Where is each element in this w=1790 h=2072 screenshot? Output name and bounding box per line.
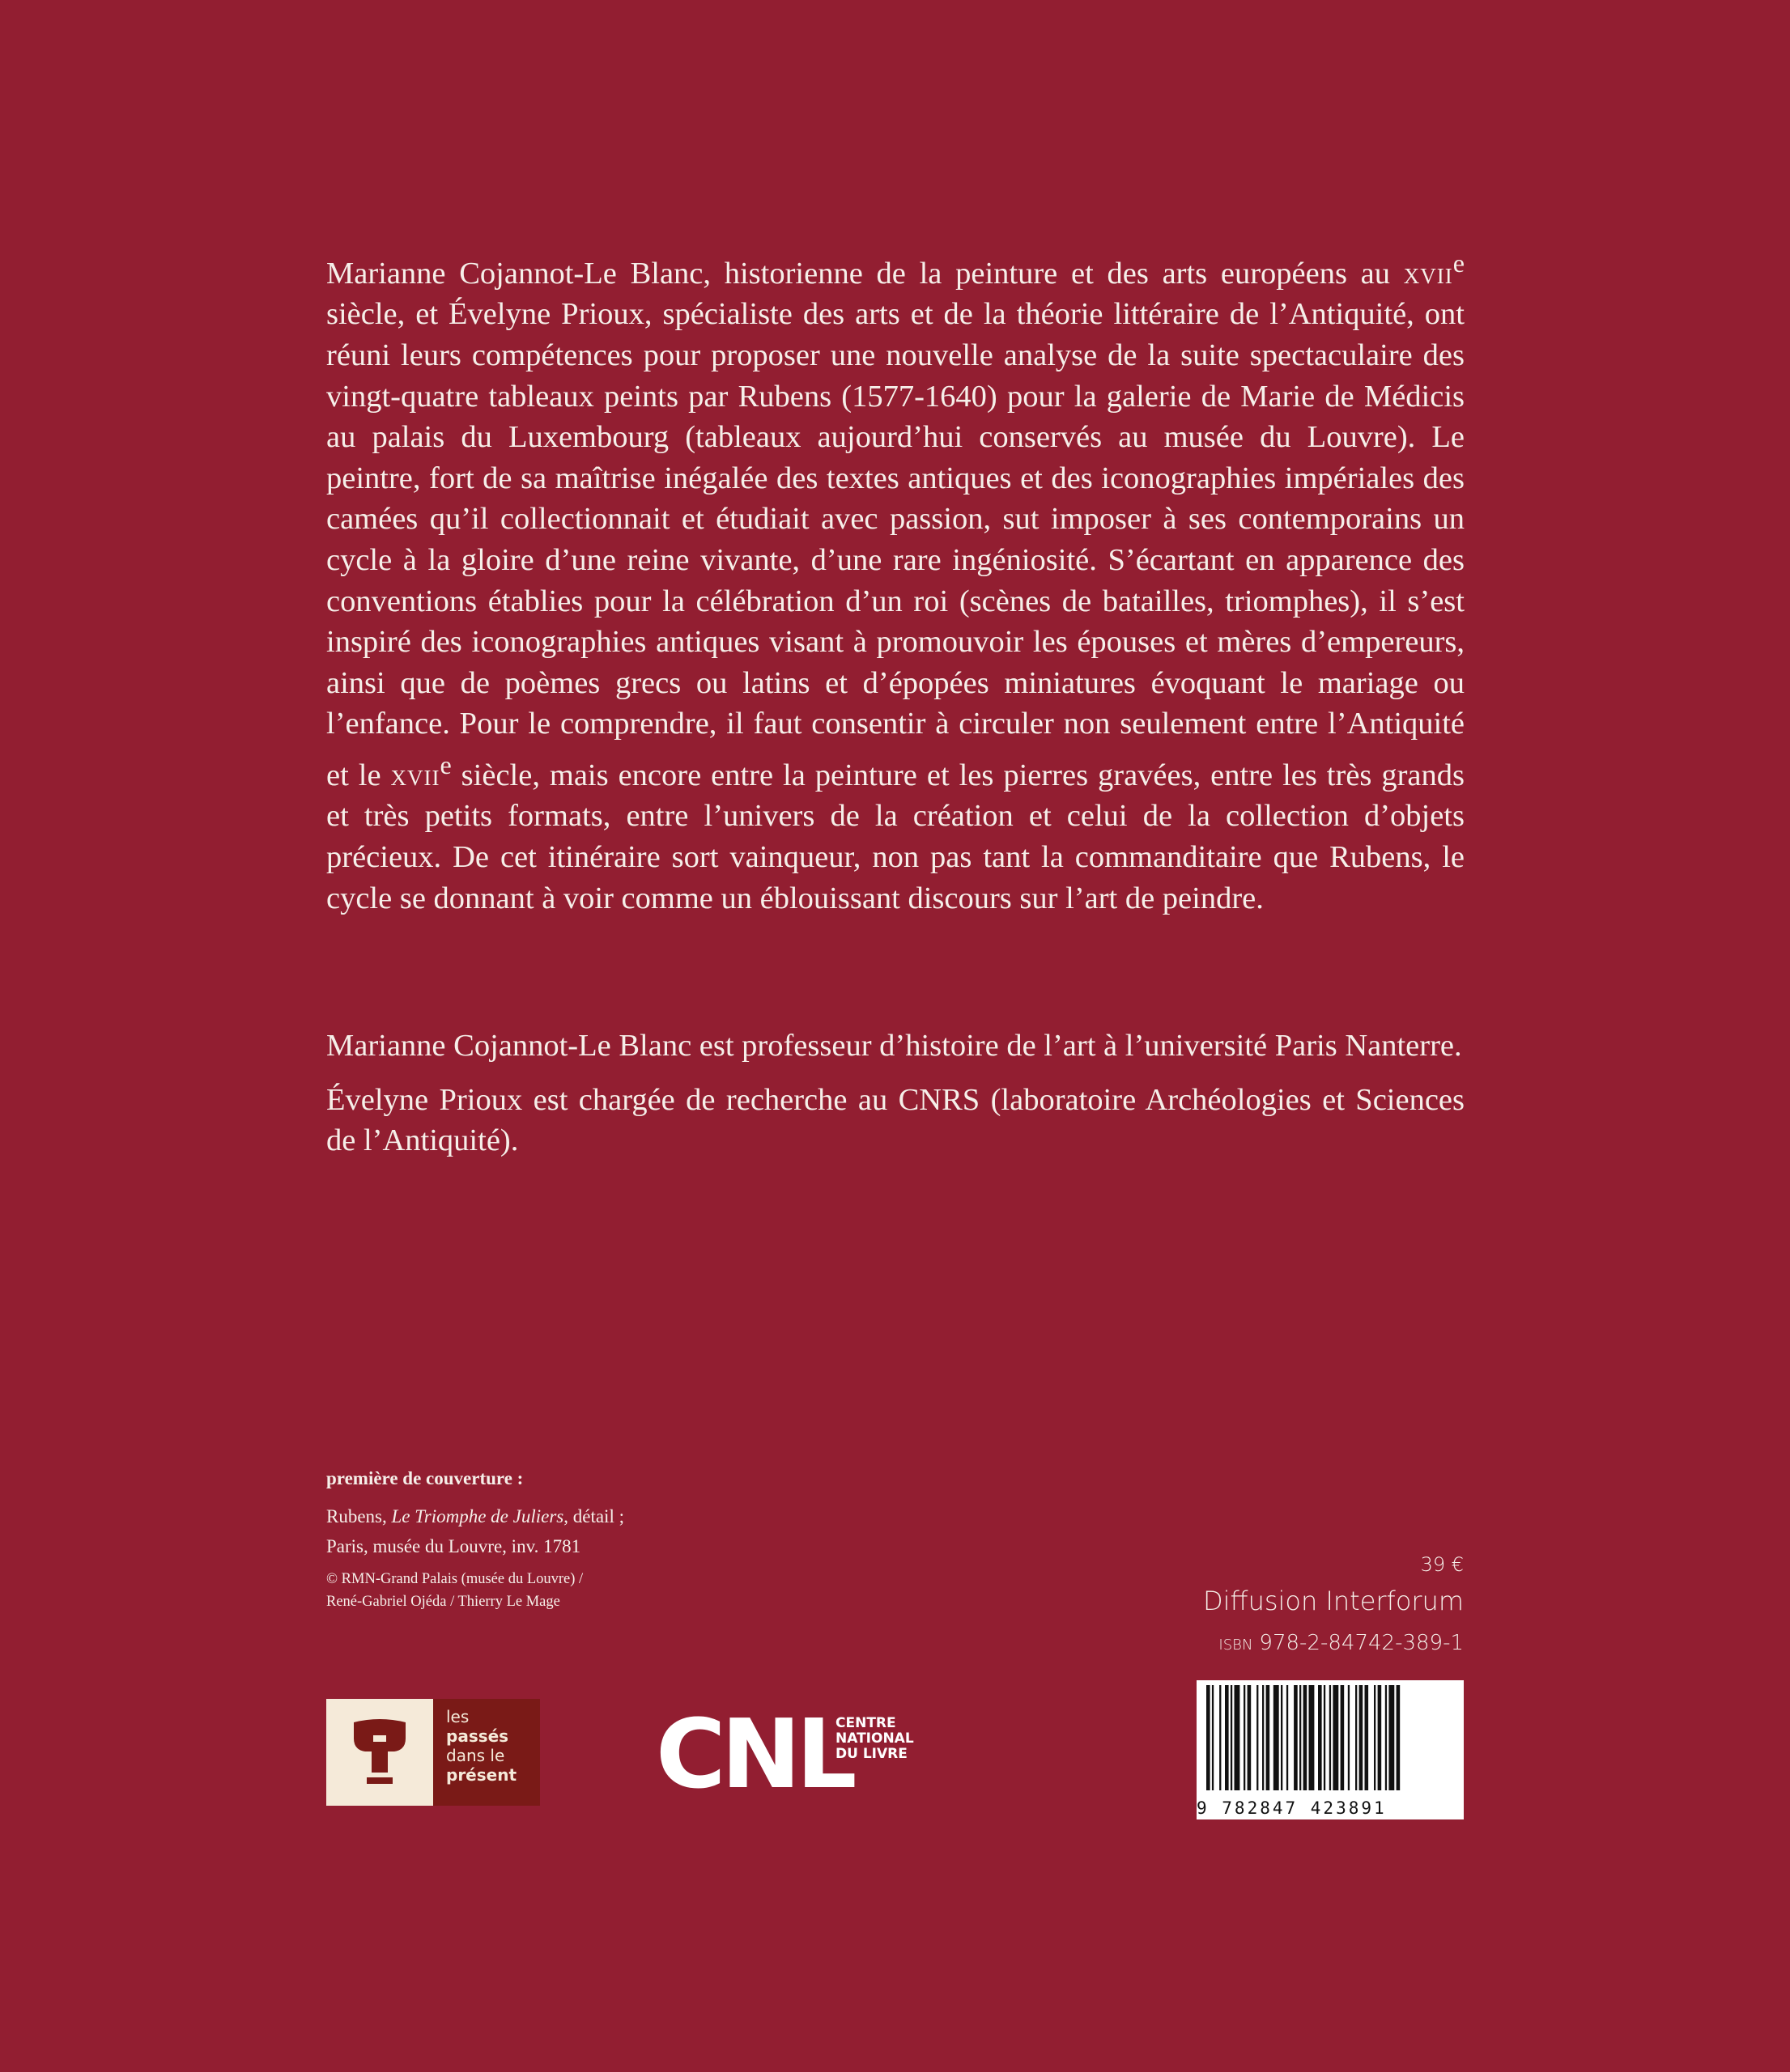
cover-credit-detail: , détail ; [563,1506,624,1526]
cover-credit-heading: première de couverture : [326,1468,524,1488]
barcode-bars [1197,1680,1464,1802]
isbn-label: ISBN [1218,1637,1253,1654]
back-cover-summary [326,243,1465,919]
lpp-mark-icon [349,1717,410,1787]
cover-credit-work [326,1501,812,1531]
century-numeral: xvii [390,758,440,792]
isbn-number: 978-2-84742-389-1 [1259,1631,1464,1655]
author-bio-cojannot: Marianne Cojannot-Le Blanc est professeur d’histoire de l’art à l’université Paris Nanterre. [326,1029,1462,1063]
summary-text-part-1: Marianne Cojannot-Le Blanc, historienne de la peinture et des arts européens au [326,256,1404,291]
author-bios [326,1025,1465,1174]
commerce-info [1059,1550,1464,1666]
photo-copyright-line-2: René-Gabriel Ojéda / Thierry Le Mage [326,1594,560,1610]
price: 39 € [1420,1553,1464,1576]
summary-paragraph [326,243,1465,919]
cover-credit [326,1463,812,1613]
lpp-line-1: les [446,1707,470,1726]
century-numeral: xvii [1403,256,1453,291]
cnl-line-3: DU LIVRE [835,1746,908,1762]
cnl-line-1: CENTRE [835,1715,896,1731]
photo-copyright-line-1: © RMN-Grand Palais (musée du Louvre) / [326,1571,584,1587]
summary-text-part-3: siècle, mais encore entre la peinture et les pierres gravées, entre les très grands et très petits formats, entre l’univers de la création et celui de la collection d’objets précieux. De cet itinéraire sort vainqueur, non pas tant la commanditaire que Rubens, le cycle se donnant à voir comme un éblouissant discours sur l’art de peindre. [326,758,1465,915]
lpp-publisher-icon [326,1699,433,1806]
cnl-line-2: NATIONAL [835,1730,914,1747]
cnl-subtitle [835,1716,914,1762]
publisher-logo [326,1699,540,1806]
barcode [1197,1680,1464,1819]
lpp-line-4: présent [446,1765,517,1785]
cnl-letters: CNL [656,1698,852,1810]
cover-credit-artist: Rubens, [326,1506,392,1526]
lpp-wordmark [433,1699,540,1806]
lpp-line-2: passés [446,1726,509,1746]
cnl-logo [656,1700,923,1821]
cover-credit-location: Paris, musée du Louvre, inv. 1781 [326,1536,581,1556]
author-bio-prioux: Évelyne Prioux est chargée de recherche au CNRS (laboratoire Archéologies et Sciences de l’Antiquité). [326,1082,1465,1158]
lpp-line-3: dans le [446,1746,505,1765]
summary-text-part-2: siècle, et Évelyne Prioux, spécialiste des arts et de la théorie littéraire de l’Antiquité, ont réuni leurs compétences pour proposer une nouvelle analyse de la suite spectaculaire des vingt-quatre tableaux peints par Rubens (1577-1640) pour la galerie de Marie de Médicis au palais du Luxembourg (tableaux aujourd’hui conservés au musée du Louvre). Le peintre, fort de sa maîtrise inégalée des textes antiques et des iconographies impériales des camées qu’il collectionnait et étudiait avec passion, sut imposer à ses contemporains un cycle à la gloire d’une reine vivante, d’une rare ingéniosité. S’écartant en apparence des conventions établies pour la célébration d’un roi (scènes de batailles, triomphes), il s’est inspiré des iconographies antiques visant à promouvoir les épouses et mères d’empereurs, ainsi que de poèmes grecs ou latins et d’épopées miniatures évoquant le mariage ou l’enfance. Pour le comprendre, il faut consentir à circuler non seulement entre l’Antiquité et le [326,297,1465,792]
century-superscript: e [1452,248,1465,278]
isbn [1059,1623,1464,1666]
cover-credit-title: Le Triomphe de Juliers [391,1506,564,1526]
century-superscript: e [440,749,452,779]
photo-copyright [326,1568,812,1613]
distributor: Diffusion Interforum [1202,1586,1464,1616]
barcode-digits: 9 782847 423891 [1197,1798,1387,1818]
